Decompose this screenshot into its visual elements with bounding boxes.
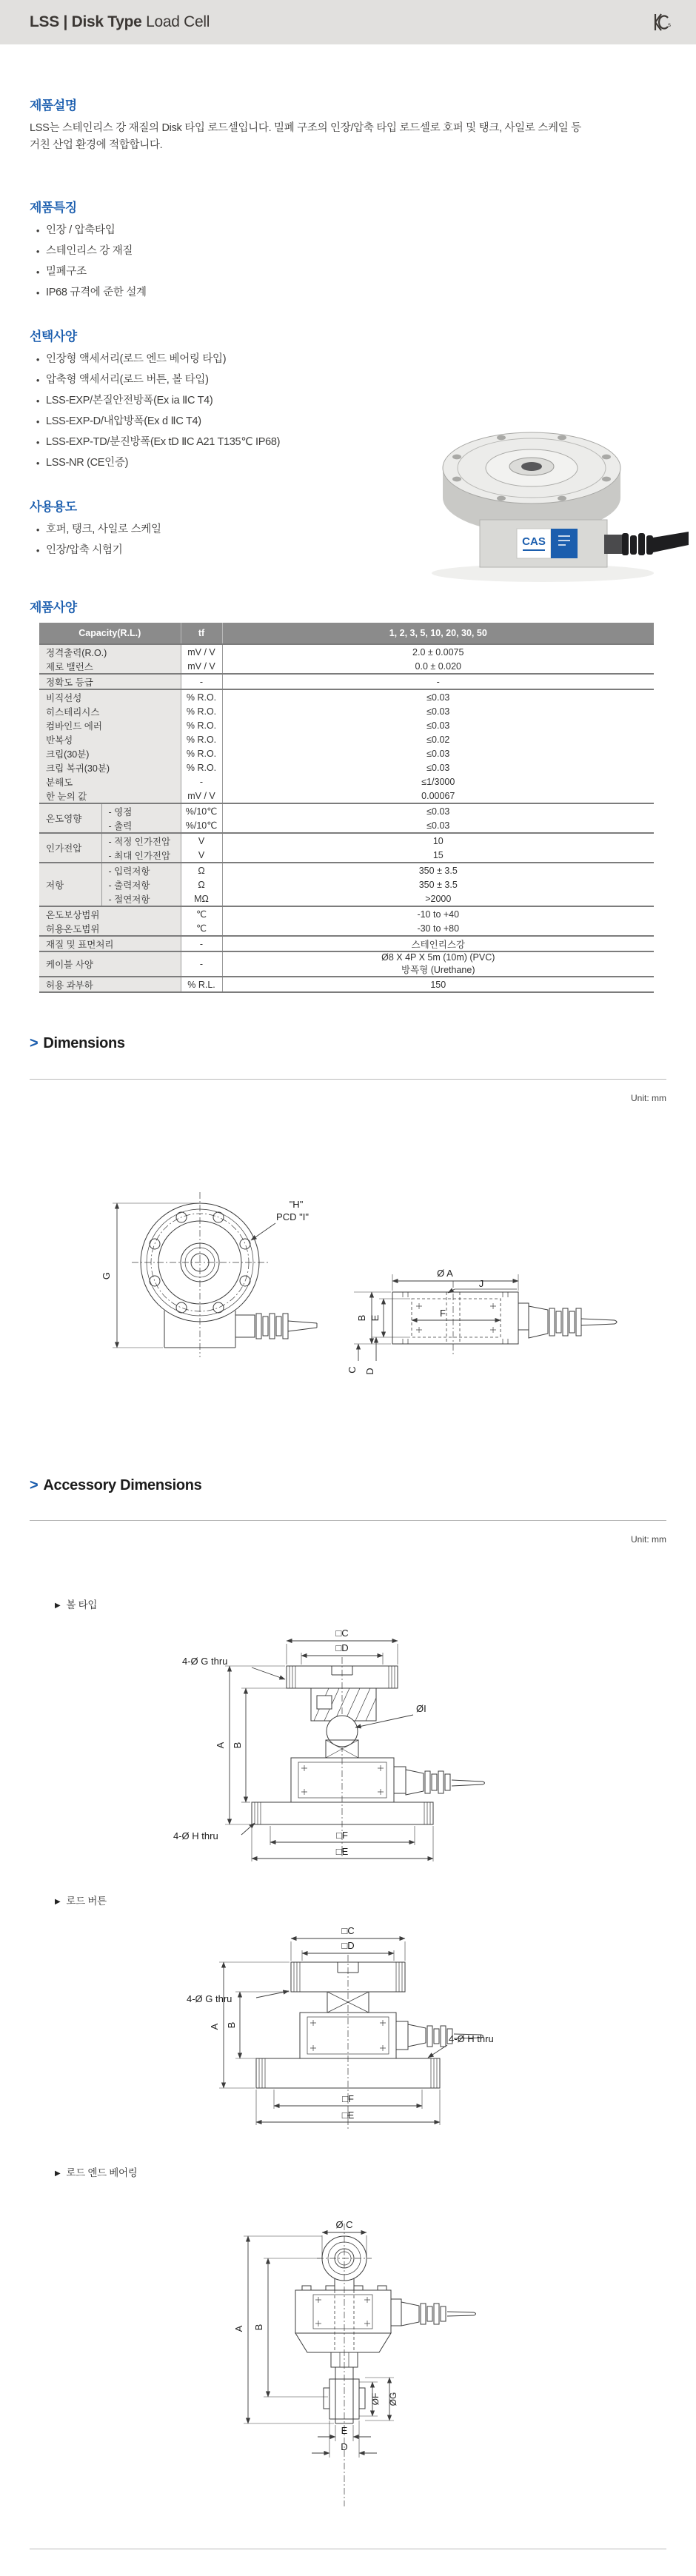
spec-row-value: ≤0.03 bbox=[426, 720, 450, 731]
accessory-heading: > Accessory Dimensions bbox=[30, 1477, 202, 1493]
list-item bbox=[30, 370, 666, 391]
bullet-dot-icon bbox=[30, 349, 46, 370]
description-line: 거친 산업 환경에 적합합니다. bbox=[30, 139, 163, 151]
spec-row-unit: - bbox=[181, 951, 222, 977]
spec-row-unit: mV / V bbox=[181, 644, 222, 659]
table-row bbox=[39, 732, 654, 746]
spec-row-value: 150 bbox=[222, 977, 654, 992]
spec-row-unit: mV / V bbox=[181, 659, 222, 674]
spec-row-unit: - bbox=[181, 936, 222, 951]
list-item bbox=[30, 262, 666, 283]
bullet-dot-icon bbox=[30, 391, 46, 412]
spec-row-label: 히스테리시스 bbox=[39, 704, 181, 718]
spec-row-unit: % R.L. bbox=[181, 977, 222, 992]
spec-row-label: 제로 밸런스 bbox=[39, 659, 181, 674]
bullet-dot-icon bbox=[30, 283, 46, 304]
spec-row-label: - 출력 bbox=[101, 818, 181, 833]
dim-label-f: □F bbox=[336, 1830, 348, 1841]
section-description bbox=[30, 95, 666, 154]
dim-label-f: ØF bbox=[370, 2392, 381, 2406]
bullet-dot-icon bbox=[30, 370, 46, 391]
section-spec bbox=[30, 597, 666, 615]
spec-row-value: 15 bbox=[432, 849, 444, 860]
dim-label-g-thru: 4-Ø G thru bbox=[187, 1993, 232, 2004]
table-row bbox=[39, 921, 654, 936]
table-row bbox=[39, 951, 654, 977]
list-item bbox=[30, 221, 666, 241]
table-row bbox=[39, 803, 654, 818]
spec-row-unit: - bbox=[181, 775, 222, 789]
spec-group-label: 인가전압 bbox=[39, 833, 101, 863]
table-row bbox=[39, 746, 654, 760]
divider bbox=[30, 1520, 666, 1521]
dim-label-c: □C bbox=[341, 1925, 355, 1936]
spec-row-label: 크립 복귀(30분) bbox=[39, 760, 181, 775]
bullet-dot-icon bbox=[30, 221, 46, 241]
list-item-text: 밀폐구조 bbox=[46, 266, 87, 278]
spec-row-value: -10 to +40 bbox=[222, 906, 654, 921]
list-item-text: 인장형 액세서리(로드 엔드 베어링 타입) bbox=[46, 353, 227, 365]
spec-row-label: - 출력저항 bbox=[101, 877, 181, 891]
spec-row-unit: % R.O. bbox=[181, 704, 222, 718]
spec-row-unit: ℃ bbox=[181, 921, 222, 936]
triangle-marker-icon: ▶ bbox=[55, 1602, 61, 1610]
spec-group-label: 저항 bbox=[39, 863, 101, 906]
dim-label-h-thru: 4-Ø H thru bbox=[173, 1830, 218, 1841]
kcs-mark-icon bbox=[653, 12, 671, 33]
spec-row-label: 정확도 등급 bbox=[39, 674, 181, 689]
dim-label-a: A bbox=[233, 2325, 244, 2332]
list-item-text: LSS-EXP/본질안전방폭(Ex ia ⅡC T4) bbox=[46, 395, 213, 407]
dim-label-f: □F bbox=[342, 2093, 354, 2104]
table-row bbox=[39, 936, 654, 951]
spec-header-capacity: Capacity(R.L.) bbox=[39, 623, 181, 644]
bullet-dot-icon bbox=[30, 520, 46, 541]
page-header bbox=[0, 0, 696, 44]
features-list bbox=[30, 221, 666, 304]
dim-label-c: Ø C bbox=[335, 2219, 353, 2230]
spec-row-value: -30 to +80 bbox=[417, 923, 460, 934]
dim-label-e: E bbox=[341, 2425, 348, 2436]
spec-row-label: 컴바인드 에러 bbox=[39, 718, 181, 732]
table-row bbox=[39, 818, 654, 833]
product-photo bbox=[406, 409, 691, 590]
dim-label-e: □E bbox=[335, 1846, 349, 1857]
spec-row-value: ≤0.03 bbox=[426, 820, 450, 831]
spec-header-unit: tf bbox=[181, 623, 222, 644]
dim-label-g: ØG bbox=[388, 2392, 398, 2406]
spec-row-unit: Ω bbox=[181, 863, 222, 877]
list-item bbox=[30, 283, 666, 304]
brand-label: CAS bbox=[522, 535, 546, 548]
spec-row-value: ≤0.03 bbox=[222, 689, 654, 704]
dim-label-d: □D bbox=[335, 1642, 349, 1653]
spec-row-label: 재질 및 표면처리 bbox=[39, 936, 181, 951]
section-heading: 제품설명 bbox=[30, 98, 77, 113]
spec-row-value: ≤0.03 bbox=[426, 706, 450, 717]
load-end-bearing-drawing bbox=[0, 2210, 696, 2521]
spec-row-unit: ℃ bbox=[181, 906, 222, 921]
dim-label-e: □E bbox=[341, 2110, 355, 2121]
list-item bbox=[30, 349, 666, 370]
bullet-dot-icon bbox=[30, 412, 46, 432]
spec-row-value: 스테인리스강 bbox=[222, 936, 654, 951]
list-item-text: 호퍼, 탱크, 사일로 스케일 bbox=[46, 523, 161, 535]
spec-row-label: 허용온도범위 bbox=[39, 921, 181, 936]
list-item-text: 압축형 액세서리(로드 버튼, 볼 타입) bbox=[46, 374, 209, 386]
spec-row-label: 허용 과부하 bbox=[39, 977, 181, 992]
list-item-text: LSS-NR (CE인증) bbox=[46, 457, 129, 469]
spec-row-label: 정격출력(R.O.) bbox=[39, 644, 181, 659]
side-bolt-marks bbox=[416, 1303, 496, 1333]
spec-row-label: - 영점 bbox=[101, 803, 181, 818]
list-item-text: 인장 / 압축타입 bbox=[46, 224, 116, 236]
triangle-marker-icon: ▶ bbox=[55, 2169, 61, 2178]
table-row bbox=[39, 718, 654, 732]
spec-row-value: ≤1/3000 bbox=[421, 776, 455, 787]
spec-row-unit: % R.O. bbox=[181, 732, 222, 746]
bullet-dot-icon bbox=[30, 541, 46, 561]
dim-label-g-thru: 4-Ø G thru bbox=[182, 1656, 228, 1667]
dim-label-b: B bbox=[232, 1742, 243, 1749]
spec-row-unit: % R.O. bbox=[181, 746, 222, 760]
dim-label-d: D bbox=[341, 2441, 348, 2452]
dim-label-dia-a: Ø A bbox=[437, 1268, 453, 1279]
spec-row-unit: Ω bbox=[181, 877, 222, 891]
spec-table bbox=[39, 623, 654, 993]
bullet-dot-icon bbox=[30, 432, 46, 453]
chevron-icon: > bbox=[30, 1035, 39, 1051]
table-row bbox=[39, 760, 654, 775]
bullet-dot-icon bbox=[30, 262, 46, 283]
dim-label-b: B bbox=[253, 2324, 264, 2331]
table-row bbox=[39, 877, 654, 891]
table-row bbox=[39, 789, 654, 803]
list-item-text: LSS-EXP-TD/분진방폭(Ex tD ⅡC A21 T135℃ IP68) bbox=[46, 436, 281, 448]
dim-label-d: D bbox=[364, 1368, 375, 1375]
table-row bbox=[39, 891, 654, 906]
spec-row-label: 케이블 사양 bbox=[39, 951, 181, 977]
bullet-dot-icon bbox=[30, 453, 46, 474]
spec-row-value: 10 bbox=[222, 833, 654, 848]
dim-label-f: F bbox=[440, 1308, 446, 1319]
spec-row-unit: % R.O. bbox=[181, 718, 222, 732]
spec-row-unit: V bbox=[181, 848, 222, 863]
spec-row-unit: MΩ bbox=[181, 891, 222, 906]
dim-label-i: ØI bbox=[416, 1703, 426, 1714]
list-item bbox=[30, 241, 666, 262]
section-heading: 제품사양 bbox=[30, 600, 77, 615]
page-title bbox=[30, 0, 210, 44]
section-heading: 선택사양 bbox=[30, 329, 77, 344]
dim-label-b: B bbox=[356, 1314, 367, 1322]
table-row bbox=[39, 833, 654, 848]
description-line: LSS는 스테인리스 강 재질의 Disk 타입 로드셀입니다. 밀폐 구조의 인장/압축 타입 로드셀로 호퍼 및 탱크, 사일로 스케일 등 bbox=[30, 122, 581, 134]
dim-label-d: □D bbox=[341, 1940, 355, 1951]
spec-row-unit: % R.O. bbox=[181, 689, 222, 704]
spec-row-unit: % R.O. bbox=[181, 760, 222, 775]
table-row bbox=[39, 659, 654, 674]
spec-row-value: ≤0.02 bbox=[426, 734, 450, 745]
triangle-marker-icon: ▶ bbox=[55, 1898, 61, 1906]
table-row bbox=[39, 848, 654, 863]
divider bbox=[30, 1079, 666, 1080]
chevron-icon: > bbox=[30, 1477, 39, 1493]
dimensions-drawing bbox=[0, 1124, 696, 1442]
dim-label-g: G bbox=[101, 1271, 112, 1280]
spec-row-value: 0.00067 bbox=[421, 790, 455, 801]
ball-type-drawing bbox=[0, 1623, 696, 1875]
dim-label-c: C bbox=[347, 1366, 358, 1374]
dim-label-a: A bbox=[215, 1742, 226, 1749]
table-row bbox=[39, 977, 654, 992]
spec-row-label: 반복성 bbox=[39, 732, 181, 746]
spec-row-unit: %/10℃ bbox=[181, 818, 222, 833]
spec-row-value: ≤0.03 bbox=[222, 803, 654, 818]
spec-row-unit: - bbox=[181, 674, 222, 689]
spec-row-label: 한 눈의 값 bbox=[39, 789, 181, 803]
spec-row-value: >2000 bbox=[425, 893, 452, 904]
spec-row-label: 크립(30분) bbox=[39, 746, 181, 760]
spec-group-label: 온도영향 bbox=[39, 803, 101, 833]
list-item-text: LSS-EXP-D/내압방폭(Ex d ⅡC T4) bbox=[46, 415, 201, 427]
load-button-drawing bbox=[0, 1919, 696, 2141]
dim-label-b: B bbox=[226, 2021, 237, 2029]
section-heading: 제품특징 bbox=[30, 201, 77, 215]
spec-row-value: 0.0 ± 0.020 bbox=[415, 660, 461, 672]
dim-label-e: E bbox=[369, 1314, 381, 1322]
list-item-text: 스테인리스 강 재질 bbox=[46, 245, 133, 257]
table-row bbox=[39, 906, 654, 921]
dim-label-c: □C bbox=[335, 1627, 349, 1639]
load-button-label: ▶ 로드 버튼 bbox=[55, 1896, 107, 1907]
spec-row-value: ≤0.03 bbox=[426, 748, 450, 759]
dim-label-h-thru: 4-Ø H thru bbox=[449, 2033, 494, 2044]
spec-row-unit: mV / V bbox=[181, 789, 222, 803]
unit-label: Unit: mm bbox=[631, 1093, 666, 1103]
dim-label-pcd-i: PCD "I" bbox=[276, 1211, 309, 1222]
section-heading: 사용용도 bbox=[30, 500, 77, 514]
table-row bbox=[39, 644, 654, 659]
table-row bbox=[39, 704, 654, 718]
table-row bbox=[39, 863, 654, 877]
bullet-dot-icon bbox=[30, 241, 46, 262]
list-item-text: 인장/압축 시험기 bbox=[46, 544, 123, 556]
spec-row-label: - 최대 인가전압 bbox=[101, 848, 181, 863]
dimensions-heading: > Dimensions bbox=[30, 1035, 125, 1051]
spec-row-value: ≤0.03 bbox=[426, 762, 450, 773]
spec-header-values: 1, 2, 3, 5, 10, 20, 30, 50 bbox=[222, 623, 654, 644]
unit-label: Unit: mm bbox=[631, 1534, 666, 1545]
spec-row-unit: %/10℃ bbox=[181, 803, 222, 818]
dim-label-j: J bbox=[478, 1278, 484, 1289]
spec-row-label: 분해도 bbox=[39, 775, 181, 789]
load-end-bearing-label: ▶ 로드 엔드 베어링 bbox=[55, 2167, 138, 2178]
page-title-type: Load Cell bbox=[141, 13, 210, 30]
spec-row-value: - bbox=[222, 674, 654, 689]
spec-row-value: 2.0 ± 0.0075 bbox=[222, 644, 654, 659]
spec-row-label: - 절연저항 bbox=[101, 891, 181, 906]
section-features bbox=[30, 197, 666, 304]
spec-row-label: - 적정 인가전압 bbox=[101, 833, 181, 848]
svg-text:s: s bbox=[668, 21, 671, 28]
page-title-model: LSS | Disk Type bbox=[30, 13, 142, 30]
dim-label-a: A bbox=[209, 2023, 220, 2030]
list-item-text: IP68 규격에 준한 설계 bbox=[46, 287, 147, 298]
table-row bbox=[39, 775, 654, 789]
spec-row-unit: V bbox=[181, 833, 222, 848]
dim-label-h: "H" bbox=[289, 1199, 304, 1210]
spec-row-value: 350 ± 3.5 bbox=[222, 863, 654, 877]
spec-header-row bbox=[39, 623, 654, 644]
table-row bbox=[39, 674, 654, 689]
ball-type-label: ▶ 볼 타입 bbox=[55, 1599, 98, 1610]
spec-row-value: Ø8 X 4P X 5m (10m) (PVC) 방폭형 (Urethane) bbox=[222, 951, 654, 977]
spec-row-label: - 입력저항 bbox=[101, 863, 181, 877]
spec-row-label: 온도보상범위 bbox=[39, 906, 181, 921]
spec-row-value: 350 ± 3.5 bbox=[418, 879, 458, 890]
spec-row-label: 비직선성 bbox=[39, 689, 181, 704]
table-row bbox=[39, 689, 654, 704]
